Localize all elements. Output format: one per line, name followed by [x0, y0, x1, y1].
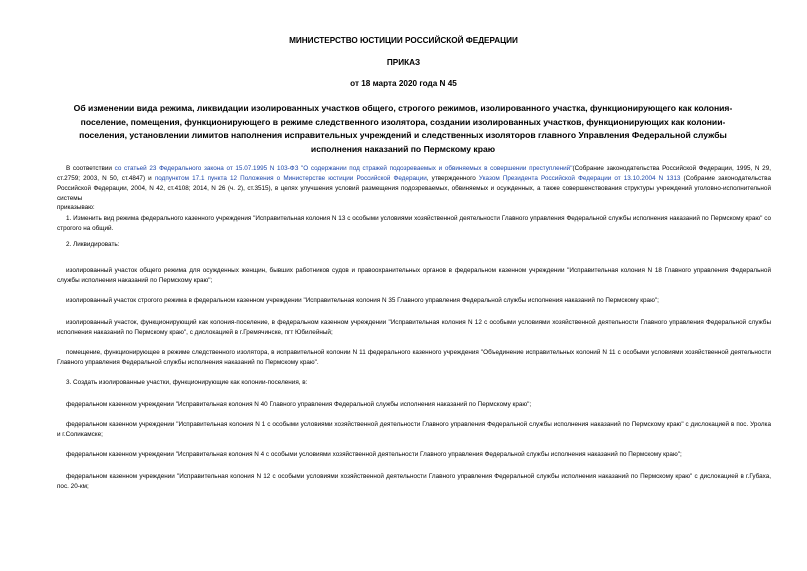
order-item: федеральном казенном учреждении "Исправительная колония N 12 с особыми условиями хозяйственной деятельности Главного управления Федеральной службы исполнения наказаний по Пермскому краю" с дислокацией в г.Губаха, пос. 20-км; — [57, 473, 771, 490]
order-item: изолированный участок строгого режима в федеральном казенном учреждении "Исправительная колония N 35 Главного управления Федеральной службы исполнения наказаний по Пермскому краю"; — [66, 297, 659, 304]
regulation-link[interactable]: подпунктом 17.1 пункта 12 Положения о Министерстве юстиции Российской Федерации — [154, 175, 427, 182]
order-item: 3. Создать изолированные участки, функционирующие как колонии-поселения, в: — [66, 379, 308, 386]
preamble-paragraph — [57, 164, 771, 204]
order-item: изолированный участок, функционирующий как колония-поселение, в федеральном казенном учреждении "Исправительная колония N 12 с особыми условиями хозяйственной деятельности Главного управления Федеральной службы исполнения наказаний по Пермскому краю", с дислокацией в г.Гремячинске, пгт Юбилейный; — [57, 319, 771, 336]
order-item: федеральном казенном учреждении "Исправительная колония N 40 Главного управления Федеральной службы исполнения наказаний по Пермскому краю"; — [66, 401, 532, 408]
order-item: изолированный участок общего режима для осужденных женщин, бывших работников судов и правоохранительных органов в федеральном казенном учреждении "Исправительная колония N 18 Главного управления Федеральной службы исполнения наказаний по Пермскому краю"; — [57, 267, 771, 284]
document-type: ПРИКАЗ — [386, 58, 421, 67]
ministry-heading: МИНИСТЕРСТВО ЮСТИЦИИ РОССИЙСКОЙ ФЕДЕРАЦИИ — [289, 36, 518, 45]
order-word: приказываю: — [57, 204, 95, 211]
order-item: 1. Изменить вид режима федерального казенного учреждения "Исправительная колония N 13 с особыми условиями хозяйственной деятельности Главного управления Федеральной службы исполнения наказаний по Пермскому краю" со строгого на общий. — [57, 215, 771, 232]
order-item: федеральном казенном учреждении "Исправительная колония N 1 с особыми условиями хозяйственной деятельности Главного управления Федеральной службы исполнения наказаний по Пермскому краю" с дислокацией в пос. Уролка и г.Соликамске; — [57, 421, 771, 438]
order-item: 2. Ликвидировать: — [66, 241, 120, 248]
preamble-text: (Собрание законодательства Российской Федерации, 2004, N 42, ст.4108; 2014, N 26 (ч. 2), ст.3515), в целях улучшения условий размещения подозреваемых, обвиняемых и осужденных, а также совершенствования структуры учреждений уголовно-исполнительной системы — [57, 175, 771, 202]
preamble-text: (Собрание законодательства Российской Федерации, 1995, N 29, ст.2759; 2003, N 50, ст.4847) и — [57, 165, 771, 182]
presidential-decree-link[interactable]: Указом Президента Российской Федерации от 13.10.2004 N 1313 — [478, 175, 681, 182]
document-date: от 18 марта 2020 года N 45 — [350, 79, 457, 88]
order-item: помещение, функционирующее в режиме следственного изолятора, в исправительной колонии N 11 федерального казенного учреждения "Объединение исправительных колоний N 11 с особыми условиями хозяйственной деятельности Главного управления Федеральной службы исполнения наказаний по Пермскому краю". — [57, 349, 771, 366]
order-item: федеральном казенном учреждении "Исправительная колония N 4 с особыми условиями хозяйственной деятельности Главного управления Федеральной службы исполнения наказаний по Пермскому краю"; — [66, 451, 682, 458]
preamble-text: , утвержденного — [426, 175, 479, 182]
preamble-text: В соответствии — [66, 165, 115, 172]
federal-law-link[interactable]: со статьей 23 Федерального закона от 15.07.1995 N 103-ФЗ "О содержании под стражей подозреваемых и обвиняемых в совершении преступлений" — [114, 165, 573, 172]
document-title: Об изменении вида режима, ликвидации изолированных участков общего, строгого режимов, изолированного участка, функционирующего как колония-поселение, помещения, функционирующего в режиме следственного изолятора, создании изолированных участков, функционирующих как колонии-поселения, установлении лимитов наполнения исправительных учреждений и следственных изоляторов главного Управления Федеральной службы исполнения наказаний по Пермскому краю — [73, 103, 733, 154]
